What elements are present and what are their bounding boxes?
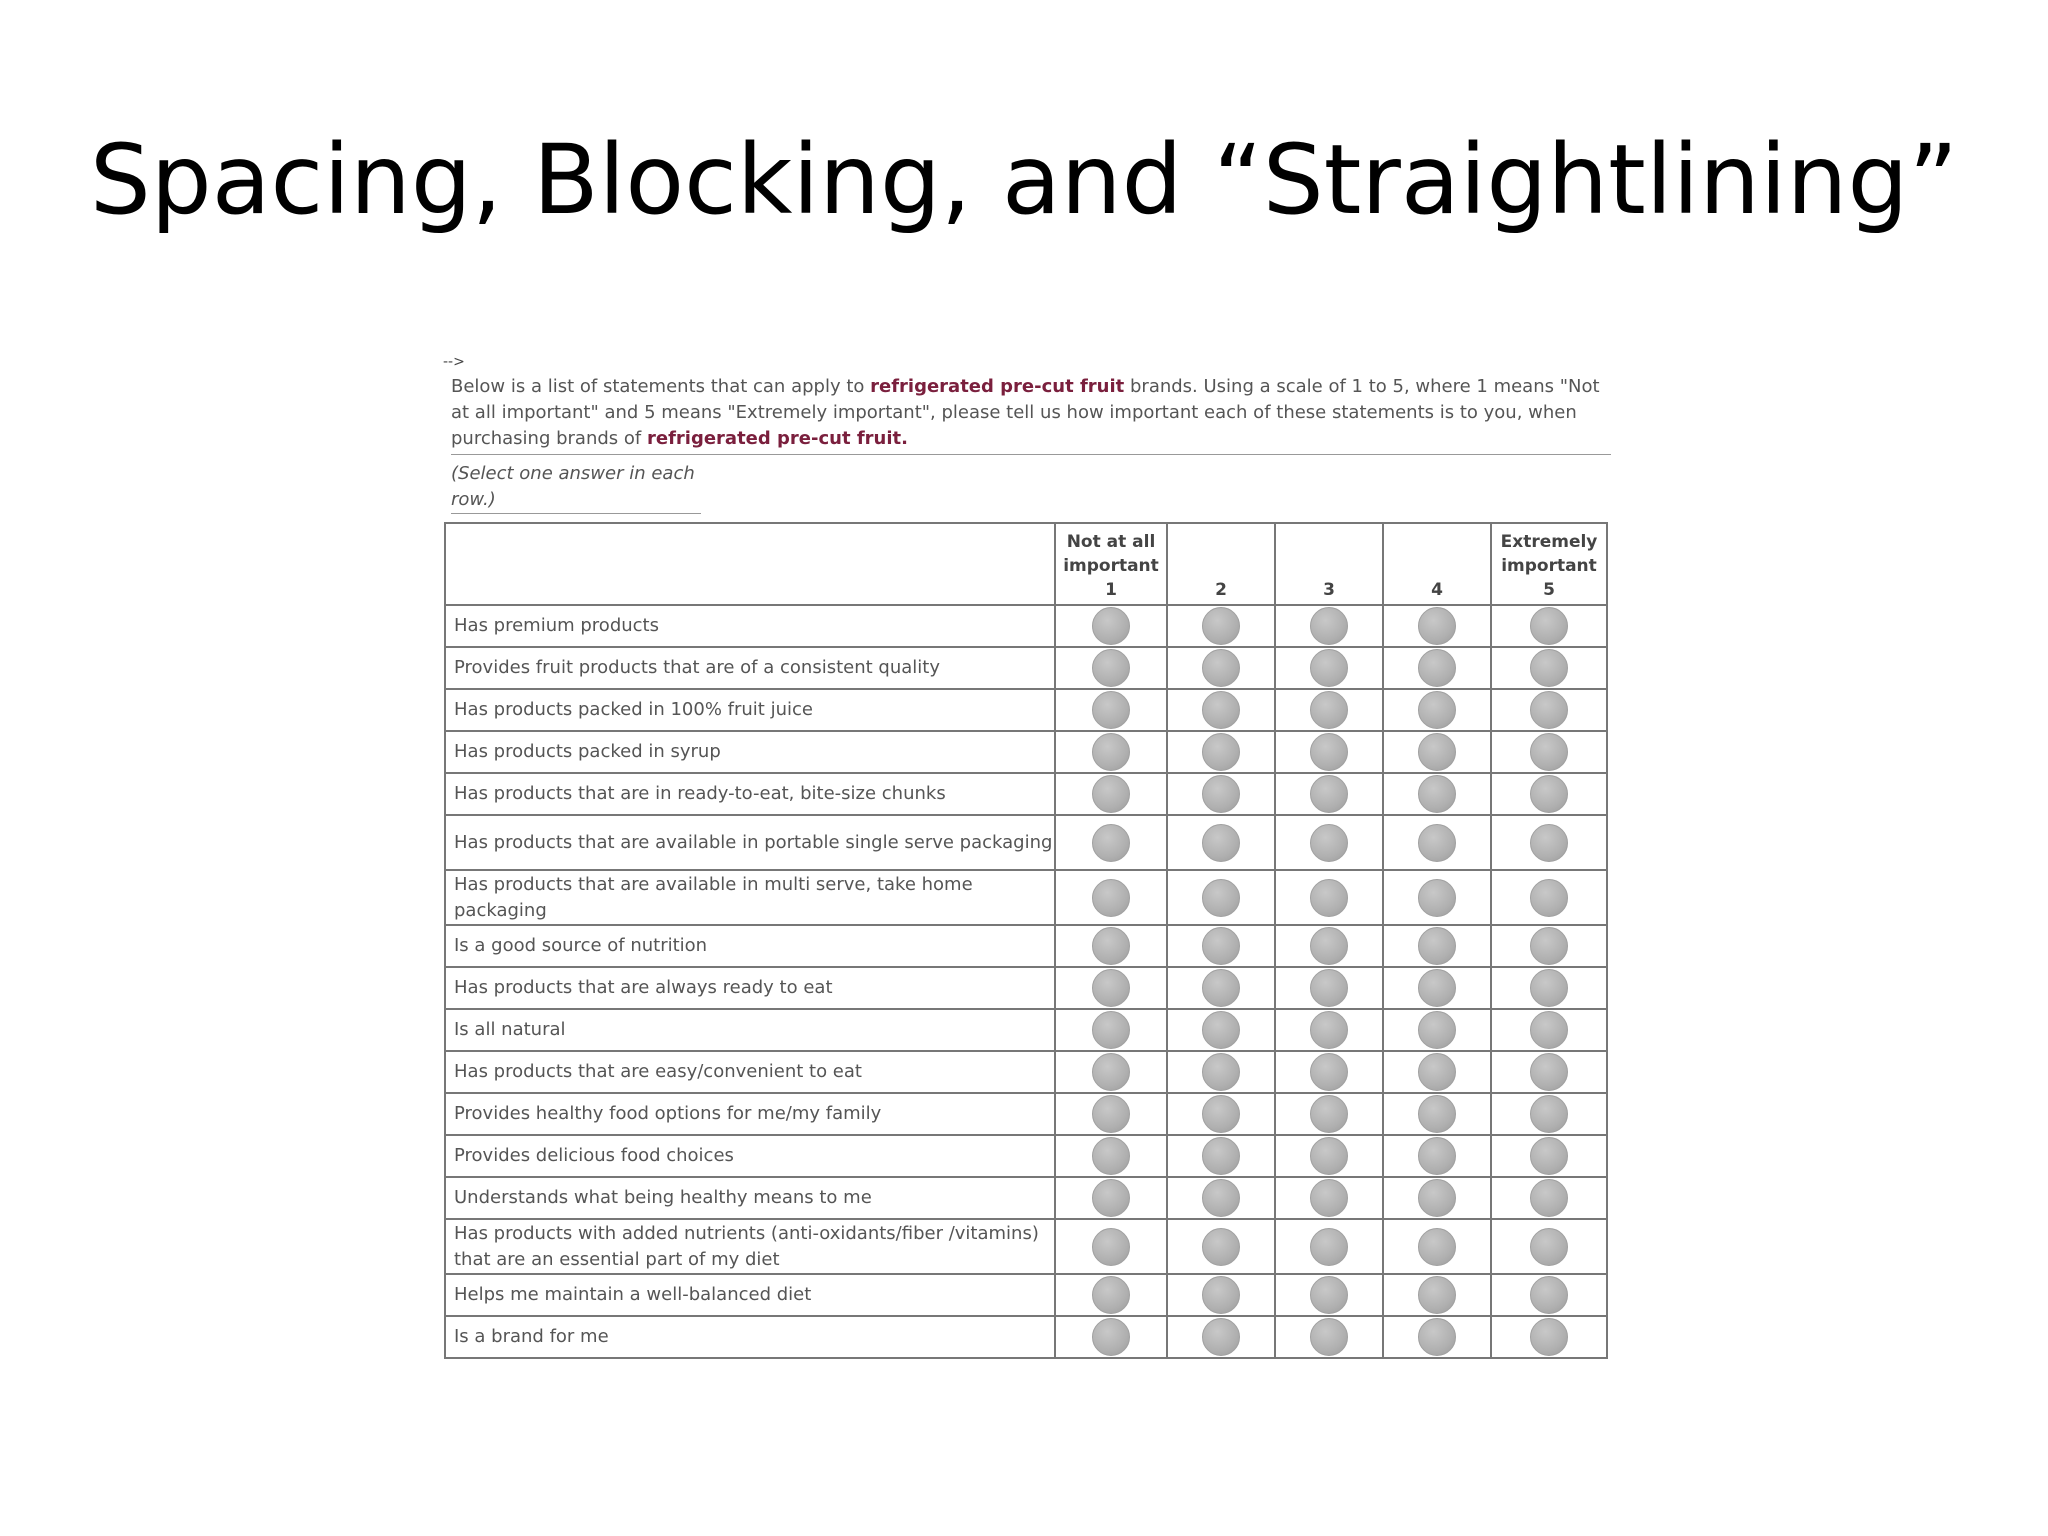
grid-body: [445, 605, 1607, 1358]
rating-cell-5: [1491, 1316, 1607, 1358]
statement-label: Has products with added nutrients (anti-oxidants/fiber /vitamins) that are an essential part of my diet: [445, 1219, 1055, 1274]
statement-row: [445, 647, 1607, 689]
rating-radio-1[interactable]: [1092, 1053, 1130, 1091]
rating-cell-5: [1491, 1051, 1607, 1093]
rating-cell-2: [1167, 925, 1275, 967]
rating-cell-1: [1055, 1177, 1167, 1219]
rating-radio-4[interactable]: [1418, 1095, 1456, 1133]
rating-radio-1[interactable]: [1092, 824, 1130, 862]
scale-header-4: 4: [1383, 523, 1491, 605]
grid-header-row: [445, 523, 1607, 605]
rating-cell-4: [1383, 925, 1491, 967]
rating-cell-1: [1055, 1219, 1167, 1274]
rating-cell-3: [1275, 605, 1383, 647]
rating-cell-4: [1383, 773, 1491, 815]
rating-cell-2: [1167, 1051, 1275, 1093]
rating-cell-2: [1167, 731, 1275, 773]
rating-radio-2[interactable]: [1202, 1053, 1240, 1091]
rating-cell-4: [1383, 689, 1491, 731]
intro-highlight-1: refrigerated pre-cut fruit: [870, 376, 1125, 397]
rating-radio-1[interactable]: [1092, 1011, 1130, 1049]
rating-radio-1[interactable]: [1092, 1095, 1130, 1133]
rating-cell-4: [1383, 647, 1491, 689]
rating-cell-4: [1383, 815, 1491, 870]
rating-cell-3: [1275, 1135, 1383, 1177]
rating-radio-3[interactable]: [1310, 1095, 1348, 1133]
rating-radio-5[interactable]: [1530, 969, 1568, 1007]
rating-radio-2[interactable]: [1202, 824, 1240, 862]
statement-row: [445, 1177, 1607, 1219]
rating-radio-4[interactable]: [1418, 733, 1456, 771]
rating-cell-2: [1167, 689, 1275, 731]
rating-radio-5[interactable]: [1530, 879, 1568, 917]
rating-cell-4: [1383, 1274, 1491, 1316]
rating-radio-3[interactable]: [1310, 1053, 1348, 1091]
rating-cell-5: [1491, 967, 1607, 1009]
rating-radio-3[interactable]: [1310, 1011, 1348, 1049]
rating-cell-3: [1275, 925, 1383, 967]
rating-radio-3[interactable]: [1310, 775, 1348, 813]
statement-row: [445, 1051, 1607, 1093]
rating-cell-5: [1491, 773, 1607, 815]
rating-cell-1: [1055, 1274, 1167, 1316]
rating-cell-3: [1275, 1219, 1383, 1274]
rating-cell-5: [1491, 815, 1607, 870]
rating-radio-2[interactable]: [1202, 649, 1240, 687]
rating-radio-3[interactable]: [1310, 649, 1348, 687]
rating-radio-4[interactable]: [1418, 1053, 1456, 1091]
rating-cell-4: [1383, 1219, 1491, 1274]
statement-label: Provides healthy food options for me/my family: [445, 1093, 1055, 1135]
rating-radio-2[interactable]: [1202, 969, 1240, 1007]
rating-radio-5[interactable]: [1530, 775, 1568, 813]
statement-row: [445, 967, 1607, 1009]
rating-radio-4[interactable]: [1418, 607, 1456, 645]
statement-row: [445, 1009, 1607, 1051]
rating-cell-3: [1275, 1051, 1383, 1093]
rating-radio-1[interactable]: [1092, 1137, 1130, 1175]
rating-cell-5: [1491, 689, 1607, 731]
rating-radio-2[interactable]: [1202, 1228, 1240, 1266]
rating-cell-5: [1491, 925, 1607, 967]
rating-radio-1[interactable]: [1092, 733, 1130, 771]
intro-text-2: brands. Using a scale of 1 to 5, where 1 means "Not at all important" and 5 means "Extremely important", please tell us how important each of these statements is to you, when purchasing brands of: [451, 376, 1600, 449]
rating-radio-2[interactable]: [1202, 607, 1240, 645]
rating-cell-4: [1383, 731, 1491, 773]
statement-label: Has products packed in 100% fruit juice: [445, 689, 1055, 731]
rating-cell-1: [1055, 689, 1167, 731]
rating-cell-5: [1491, 1135, 1607, 1177]
statement-label: Has products that are available in multi serve, take home packaging: [445, 870, 1055, 925]
rating-radio-5[interactable]: [1530, 607, 1568, 645]
rating-radio-2[interactable]: [1202, 1011, 1240, 1049]
rating-cell-3: [1275, 967, 1383, 1009]
rating-radio-3[interactable]: [1310, 733, 1348, 771]
survey-question: [443, 354, 1611, 514]
rating-cell-2: [1167, 815, 1275, 870]
rating-radio-1[interactable]: [1092, 607, 1130, 645]
rating-cell-1: [1055, 773, 1167, 815]
statement-label: Has products that are always ready to eat: [445, 967, 1055, 1009]
rating-cell-2: [1167, 1177, 1275, 1219]
rating-radio-2[interactable]: [1202, 1318, 1240, 1356]
rating-cell-3: [1275, 731, 1383, 773]
rating-cell-3: [1275, 1093, 1383, 1135]
rating-radio-3[interactable]: [1310, 1179, 1348, 1217]
rating-radio-4[interactable]: [1418, 1228, 1456, 1266]
rating-radio-5[interactable]: [1530, 691, 1568, 729]
rating-radio-3[interactable]: [1310, 1228, 1348, 1266]
rating-radio-5[interactable]: [1530, 1011, 1568, 1049]
statement-row: [445, 731, 1607, 773]
rating-radio-2[interactable]: [1202, 1137, 1240, 1175]
rating-cell-3: [1275, 647, 1383, 689]
rating-cell-1: [1055, 815, 1167, 870]
rating-cell-4: [1383, 870, 1491, 925]
rating-radio-5[interactable]: [1530, 1179, 1568, 1217]
rating-radio-2[interactable]: [1202, 927, 1240, 965]
statement-row: [445, 815, 1607, 870]
statement-row: [445, 773, 1607, 815]
rating-radio-1[interactable]: [1092, 691, 1130, 729]
rating-cell-4: [1383, 967, 1491, 1009]
rating-cell-3: [1275, 689, 1383, 731]
scale-header-5: Extremely important 5: [1491, 523, 1607, 605]
rating-cell-2: [1167, 1135, 1275, 1177]
rating-cell-4: [1383, 605, 1491, 647]
answer-instruction: (Select one answer in each row.): [451, 461, 701, 514]
rating-cell-1: [1055, 605, 1167, 647]
rating-radio-4[interactable]: [1418, 649, 1456, 687]
rating-radio-1[interactable]: [1092, 1276, 1130, 1314]
rating-cell-3: [1275, 773, 1383, 815]
rating-cell-2: [1167, 1219, 1275, 1274]
rating-radio-2[interactable]: [1202, 691, 1240, 729]
rating-cell-2: [1167, 605, 1275, 647]
statement-header: [445, 523, 1055, 605]
rating-radio-3[interactable]: [1310, 824, 1348, 862]
rating-radio-3[interactable]: [1310, 1318, 1348, 1356]
rating-radio-5[interactable]: [1530, 927, 1568, 965]
rating-cell-2: [1167, 1093, 1275, 1135]
rating-cell-2: [1167, 773, 1275, 815]
rating-radio-4[interactable]: [1418, 1137, 1456, 1175]
statement-label: Understands what being healthy means to me: [445, 1177, 1055, 1219]
rating-radio-1[interactable]: [1092, 775, 1130, 813]
rating-radio-5[interactable]: [1530, 824, 1568, 862]
rating-radio-4[interactable]: [1418, 824, 1456, 862]
rating-cell-1: [1055, 967, 1167, 1009]
slide-title: Spacing, Blocking, and “Straightlining”: [89, 124, 1959, 236]
rating-radio-3[interactable]: [1310, 927, 1348, 965]
statement-row: [445, 1219, 1607, 1274]
rating-cell-2: [1167, 967, 1275, 1009]
statement-label: Is a brand for me: [445, 1316, 1055, 1358]
rating-radio-5[interactable]: [1530, 733, 1568, 771]
statement-label: Is a good source of nutrition: [445, 925, 1055, 967]
rating-radio-4[interactable]: [1418, 927, 1456, 965]
rating-radio-4[interactable]: [1418, 969, 1456, 1007]
scale-header-3: 3: [1275, 523, 1383, 605]
rating-radio-5[interactable]: [1530, 1228, 1568, 1266]
rating-cell-5: [1491, 1177, 1607, 1219]
rating-cell-2: [1167, 1274, 1275, 1316]
rating-radio-4[interactable]: [1418, 1179, 1456, 1217]
rating-radio-3[interactable]: [1310, 691, 1348, 729]
rating-radio-2[interactable]: [1202, 1276, 1240, 1314]
scale-header-2: 2: [1167, 523, 1275, 605]
rating-radio-3[interactable]: [1310, 879, 1348, 917]
rating-cell-1: [1055, 1316, 1167, 1358]
rating-cell-5: [1491, 870, 1607, 925]
rating-cell-4: [1383, 1051, 1491, 1093]
rating-radio-4[interactable]: [1418, 1318, 1456, 1356]
rating-cell-1: [1055, 1135, 1167, 1177]
rating-cell-3: [1275, 1177, 1383, 1219]
statement-label: Helps me maintain a well-balanced diet: [445, 1274, 1055, 1316]
statement-label: Provides fruit products that are of a consistent quality: [445, 647, 1055, 689]
rating-cell-3: [1275, 815, 1383, 870]
statement-label: Has products that are available in portable single serve packaging: [445, 815, 1055, 870]
rating-cell-2: [1167, 1009, 1275, 1051]
statement-row: [445, 1093, 1607, 1135]
rating-cell-4: [1383, 1093, 1491, 1135]
question-intro: [451, 374, 1611, 455]
rating-radio-5[interactable]: [1530, 1276, 1568, 1314]
rating-radio-4[interactable]: [1418, 879, 1456, 917]
rating-radio-2[interactable]: [1202, 879, 1240, 917]
rating-cell-5: [1491, 605, 1607, 647]
rating-radio-3[interactable]: [1310, 1276, 1348, 1314]
rating-cell-5: [1491, 1274, 1607, 1316]
rating-radio-2[interactable]: [1202, 1179, 1240, 1217]
rating-cell-4: [1383, 1135, 1491, 1177]
rating-radio-1[interactable]: [1092, 649, 1130, 687]
rating-radio-5[interactable]: [1530, 1318, 1568, 1356]
rating-radio-3[interactable]: [1310, 969, 1348, 1007]
rating-radio-5[interactable]: [1530, 1095, 1568, 1133]
rating-radio-1[interactable]: [1092, 879, 1130, 917]
intro-highlight-2: refrigerated pre-cut fruit.: [646, 428, 908, 449]
scale-header-1: Not at all important 1: [1055, 523, 1167, 605]
rating-cell-1: [1055, 1093, 1167, 1135]
rating-radio-2[interactable]: [1202, 1095, 1240, 1133]
rating-cell-4: [1383, 1316, 1491, 1358]
rating-cell-1: [1055, 925, 1167, 967]
rating-radio-2[interactable]: [1202, 733, 1240, 771]
rating-cell-5: [1491, 1219, 1607, 1274]
rating-radio-1[interactable]: [1092, 1228, 1130, 1266]
rating-cell-1: [1055, 647, 1167, 689]
rating-radio-4[interactable]: [1418, 691, 1456, 729]
rating-radio-5[interactable]: [1530, 649, 1568, 687]
statement-label: Provides delicious food choices: [445, 1135, 1055, 1177]
rating-radio-1[interactable]: [1092, 1179, 1130, 1217]
rating-radio-4[interactable]: [1418, 775, 1456, 813]
rating-cell-1: [1055, 1051, 1167, 1093]
rating-radio-1[interactable]: [1092, 969, 1130, 1007]
statement-row: [445, 870, 1607, 925]
statement-row: [445, 1274, 1607, 1316]
rating-cell-1: [1055, 1009, 1167, 1051]
rating-radio-4[interactable]: [1418, 1011, 1456, 1049]
rating-cell-5: [1491, 647, 1607, 689]
statement-label: Is all natural: [445, 1009, 1055, 1051]
statement-row: [445, 605, 1607, 647]
rating-grid: [444, 522, 1608, 1359]
rating-radio-5[interactable]: [1530, 1053, 1568, 1091]
rating-cell-5: [1491, 1093, 1607, 1135]
statement-row: [445, 925, 1607, 967]
rating-radio-4[interactable]: [1418, 1276, 1456, 1314]
intro-text-1: Below is a list of statements that can apply to: [451, 376, 871, 397]
statement-label: Has products that are easy/convenient to eat: [445, 1051, 1055, 1093]
rating-cell-5: [1491, 731, 1607, 773]
rating-radio-1[interactable]: [1092, 1318, 1130, 1356]
statement-label: Has products packed in syrup: [445, 731, 1055, 773]
statement-label: Has premium products: [445, 605, 1055, 647]
rating-cell-5: [1491, 1009, 1607, 1051]
rating-radio-1[interactable]: [1092, 927, 1130, 965]
rating-cell-1: [1055, 870, 1167, 925]
rating-cell-2: [1167, 870, 1275, 925]
rating-radio-2[interactable]: [1202, 775, 1240, 813]
statement-row: [445, 1316, 1607, 1358]
statement-row: [445, 689, 1607, 731]
rating-cell-3: [1275, 1274, 1383, 1316]
statement-row: [445, 1135, 1607, 1177]
rating-cell-2: [1167, 647, 1275, 689]
rating-cell-4: [1383, 1009, 1491, 1051]
rating-cell-3: [1275, 870, 1383, 925]
rating-cell-3: [1275, 1009, 1383, 1051]
rating-cell-4: [1383, 1177, 1491, 1219]
rating-cell-1: [1055, 731, 1167, 773]
rating-radio-3[interactable]: [1310, 1137, 1348, 1175]
statement-label: Has products that are in ready-to-eat, bite-size chunks: [445, 773, 1055, 815]
rating-radio-3[interactable]: [1310, 607, 1348, 645]
rating-cell-2: [1167, 1316, 1275, 1358]
rating-cell-3: [1275, 1316, 1383, 1358]
arrow-marker: -->: [443, 354, 465, 370]
rating-radio-5[interactable]: [1530, 1137, 1568, 1175]
